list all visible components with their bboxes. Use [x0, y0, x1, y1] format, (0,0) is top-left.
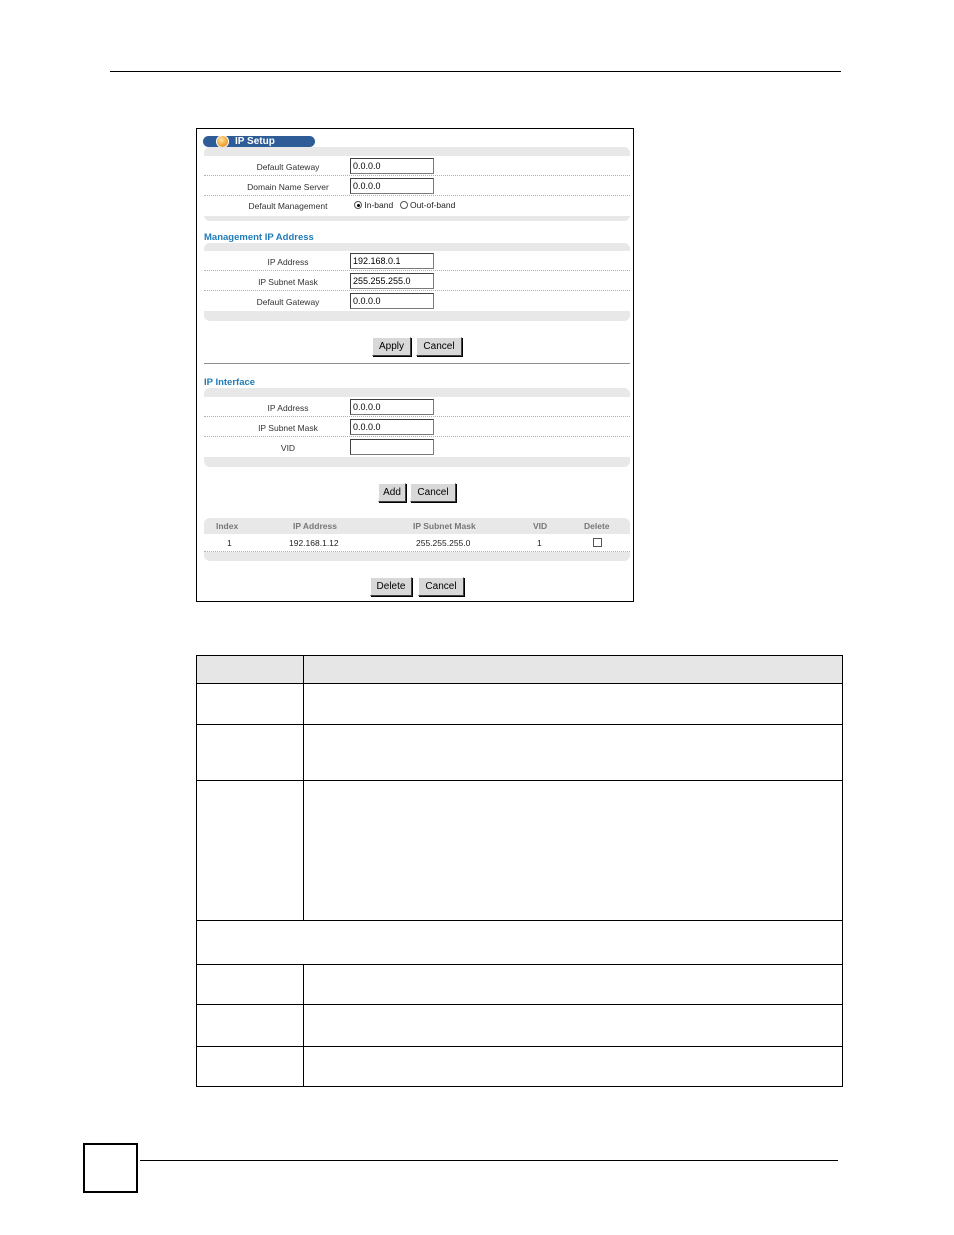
- add-button[interactable]: Add: [378, 483, 406, 502]
- out-of-band-radio[interactable]: [400, 201, 408, 209]
- cell-index: 1: [227, 538, 232, 548]
- if-ip-label: IP Address: [267, 403, 309, 413]
- col-vid: VID: [533, 521, 548, 531]
- vid-row: [204, 437, 630, 457]
- if-mask-input[interactable]: [350, 419, 434, 435]
- table-row: [197, 965, 843, 1005]
- ip-interface-title: IP Interface: [204, 377, 256, 388]
- if-ip-row: [204, 397, 630, 417]
- delete-button[interactable]: Delete: [370, 577, 412, 596]
- col-subnet-mask: IP Subnet Mask: [413, 521, 476, 531]
- vid-label: VID: [280, 443, 296, 453]
- table-row: [197, 781, 843, 921]
- table-row: [197, 1047, 843, 1087]
- footer-rule: [140, 1160, 838, 1161]
- mgmt-mask-row: [204, 271, 630, 291]
- cancel-button[interactable]: Cancel: [416, 337, 462, 356]
- default-management-row: [204, 196, 630, 216]
- default-gateway-input[interactable]: [350, 158, 434, 174]
- dns-row: [204, 176, 630, 196]
- out-of-band-label: Out-of-band: [409, 200, 456, 210]
- header-rule: [110, 71, 841, 72]
- if-mask-row: [204, 417, 630, 437]
- mgmt-mask-label: IP Subnet Mask: [258, 277, 318, 287]
- table-section-row: [197, 921, 843, 965]
- mgmt-ip-label: IP Address: [267, 257, 309, 267]
- ip-setup-title: IP Setup: [235, 136, 275, 147]
- delete-checkbox[interactable]: [593, 538, 602, 547]
- table-row: [197, 684, 843, 725]
- mgmt-mask-input[interactable]: [350, 273, 434, 289]
- apply-button[interactable]: Apply: [372, 337, 411, 356]
- vid-input[interactable]: [350, 439, 434, 455]
- default-gateway-row: [204, 156, 630, 176]
- in-band-radio[interactable]: [354, 201, 362, 209]
- mgmt-gateway-row: [204, 291, 630, 311]
- management-ip-title: Management IP Address: [204, 232, 314, 243]
- cell-mask: 255.255.255.0: [416, 538, 471, 548]
- table-header-row: [197, 656, 843, 684]
- mgmt-gateway-label: Default Gateway: [256, 297, 320, 307]
- dns-label: Domain Name Server: [247, 182, 329, 192]
- in-band-label: In-band: [364, 200, 394, 210]
- table-row: [197, 1005, 843, 1047]
- mgmt-ip-row: [204, 251, 630, 271]
- section-divider: [204, 363, 630, 364]
- cell-vid: 1: [537, 538, 542, 548]
- header-cell-label: [197, 656, 304, 684]
- interface-cancel-button[interactable]: Cancel: [410, 483, 456, 502]
- page-number-box: [83, 1143, 138, 1193]
- default-management-label: Default Management: [248, 201, 328, 211]
- if-ip-input[interactable]: [350, 399, 434, 415]
- header-cell-description: [304, 656, 843, 684]
- ip-setup-title-pill: [203, 136, 315, 147]
- cell-ip: 192.168.1.12: [289, 538, 339, 548]
- col-delete: Delete: [584, 521, 610, 531]
- mgmt-gateway-input[interactable]: [350, 293, 434, 309]
- default-management-options: [354, 200, 455, 210]
- default-gateway-label: Default Gateway: [256, 162, 320, 172]
- ip-setup-screen: [196, 128, 634, 602]
- mgmt-ip-input[interactable]: [350, 253, 434, 269]
- col-ip-address: IP Address: [293, 521, 337, 531]
- col-index: Index: [216, 521, 239, 531]
- dns-input[interactable]: [350, 178, 434, 194]
- table-cancel-button[interactable]: Cancel: [418, 577, 464, 596]
- table-row: [197, 725, 843, 781]
- if-mask-label: IP Subnet Mask: [258, 423, 318, 433]
- field-description-table: [196, 655, 843, 1087]
